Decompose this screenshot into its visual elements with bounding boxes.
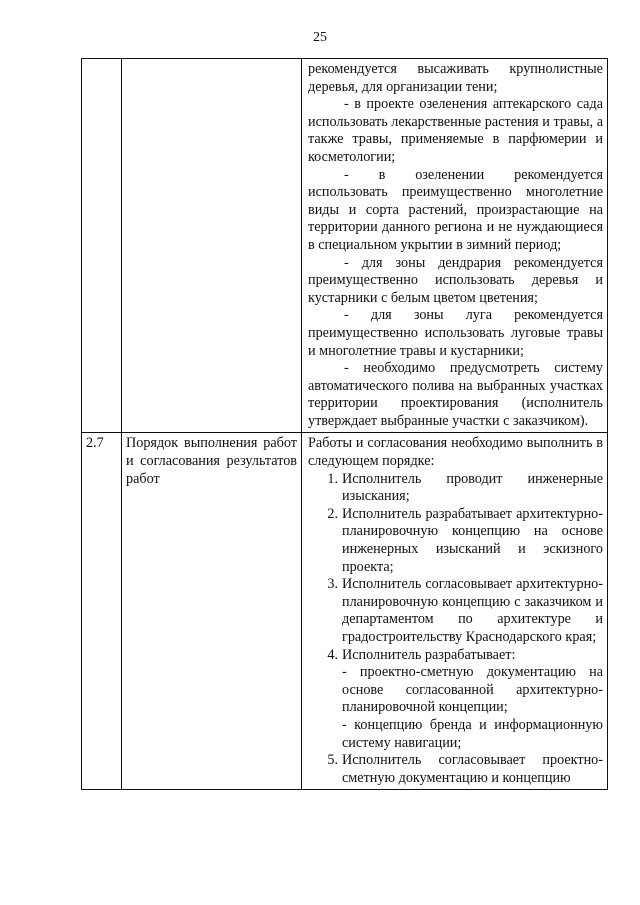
table-row [82, 59, 608, 433]
paragraph: - для зоны луга рекомендуется преимущественно использовать луговые травы и многолетние травы и кустарники; [308, 307, 603, 359]
paragraph: - необходимо предусмотреть систему автоматического полива на выбранных участках территории проектирования (исполнитель утверждает выбранные участки с заказчиком). [308, 360, 603, 429]
sub-item: - концепцию бренда и информационную систему навигации; [342, 716, 603, 751]
paragraph: - для зоны дендрария рекомендуется преимущественно использовать деревья и кустарники с белым цветом цветения; [308, 254, 603, 306]
paragraph: - в проекте озеленения аптекарского сада использовать лекарственные растения и травы, а также травы, применяемые в парфюмерии и косметологии; [308, 96, 603, 165]
row-title-cell: Порядок выполнения работ и согласования результатов работ [122, 433, 302, 790]
numbered-item [308, 471, 603, 506]
numbered-item [308, 647, 603, 665]
numbered-item [308, 752, 603, 787]
item-number: 4. [327, 646, 338, 663]
item-text: Исполнитель проводит инженерные изыскания; [342, 470, 603, 505]
row-number-cell: 2.7 [82, 433, 122, 790]
item-number: 1. [327, 470, 338, 487]
row-content-cell [302, 59, 608, 433]
paragraph: - в озеленении рекомендуется использовать преимущественно многолетние виды и сорта растений, произрастающие на территории данного региона и не нуждающиеся в специальном укрытии в зимний период; [308, 166, 603, 253]
item-text: Исполнитель разрабатывает архитектурно-планировочную концепцию на основе инженерных изысканий и эскизного проекта; [342, 505, 603, 575]
item-number: 3. [327, 576, 338, 593]
item-number: 5. [327, 752, 338, 769]
row-content-cell [302, 433, 608, 790]
intro-paragraph: Работы и согласования необходимо выполнить в следующем порядке: [308, 435, 603, 470]
row-number-cell [82, 59, 122, 433]
item-text: Исполнитель согласовывает проектно-сметную документацию и концепцию [342, 752, 603, 786]
row-title-cell [122, 59, 302, 433]
item-number: 2. [327, 505, 338, 522]
table-row [82, 433, 608, 790]
item-text: Исполнитель разрабатывает: [342, 646, 516, 663]
requirements-table [81, 58, 608, 790]
sub-item: - проектно-сметную документацию на основе согласованной архитектурно-планировочной концепции; [342, 664, 603, 716]
page-number: 25 [313, 30, 327, 45]
paragraph: рекомендуется высаживать крупнолистные деревья, для организации тени; [308, 61, 603, 95]
numbered-item [308, 506, 603, 576]
numbered-item [308, 576, 603, 646]
item-text: Исполнитель согласовывает архитектурно-планировочную концепцию с заказчиком и департаментом по архитектуре и градостроительству Краснодарского края; [342, 576, 603, 645]
